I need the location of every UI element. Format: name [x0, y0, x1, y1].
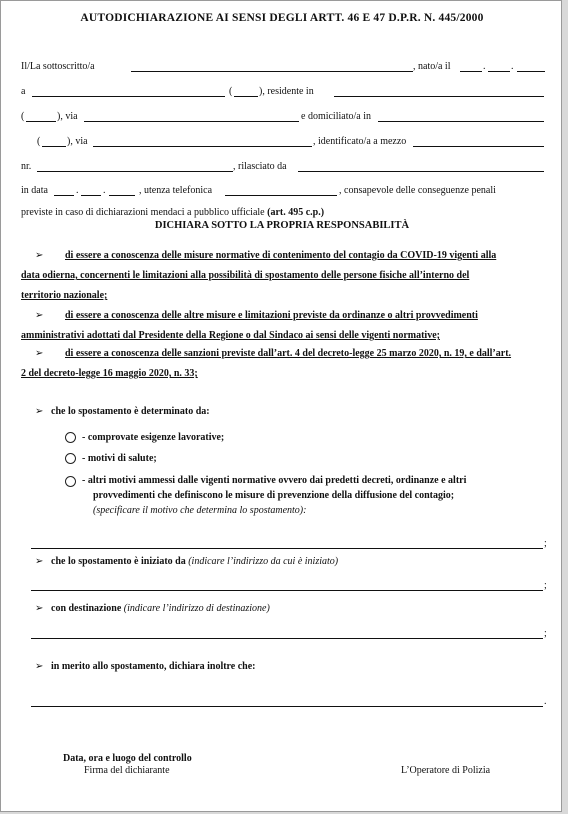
- birthplace-field[interactable]: [32, 96, 225, 97]
- additional-line-end: .: [544, 696, 547, 707]
- document-number-field[interactable]: [37, 171, 233, 172]
- in-data-label: in data: [21, 185, 48, 196]
- bullet-arrow-icon: ➢: [35, 406, 44, 417]
- declaration-3-line-1: di essere a conoscenza delle sanzioni previste dall’art. 4 del decreto-legge 25 marzo 2020, n. 19, e dall’art.: [65, 348, 512, 359]
- origin-address-field[interactable]: [31, 590, 543, 591]
- via-label-2: ), via: [67, 136, 88, 147]
- motive-line-end: ;: [544, 538, 547, 549]
- declaration-3-line-2: 2 del decreto-legge 16 maggio 2020, n. 33;: [21, 368, 198, 379]
- document-title: AUTODICHIARAZIONE AI SENSI DEGLI ARTT. 46 E 47 D.P.R. N. 445/2000: [80, 12, 484, 24]
- declaration-1-line-3: territorio nazionale;: [21, 290, 108, 301]
- merito-label: in merito allo spostamento, dichiara inoltre che:: [51, 661, 256, 672]
- data-ora-luogo-label: Data, ora e luogo del controllo: [63, 753, 192, 764]
- origin-line-end: ;: [544, 580, 547, 591]
- name-field[interactable]: [131, 71, 413, 72]
- previste-text: previste in caso di dichiarazioni mendaci a pubblico ufficiale (art. 495 c.p.): [21, 207, 325, 218]
- option-radio-altri-motivi[interactable]: [65, 476, 76, 487]
- residence-field[interactable]: [334, 96, 544, 97]
- residence-province-field[interactable]: [26, 121, 56, 122]
- bullet-arrow-icon: ➢: [35, 310, 44, 321]
- birth-month-field[interactable]: [488, 71, 510, 72]
- destination-line-end: ;: [544, 628, 547, 639]
- additional-declaration-field[interactable]: [31, 706, 543, 707]
- domiciliato-label: e domiciliato/a in: [301, 111, 371, 122]
- iniziato-label-row: che lo spostamento è iniziato da (indicare l’indirizzo da cui è iniziato): [51, 556, 339, 567]
- sottoscritto-label: Il/La sottoscritto/a: [21, 61, 95, 72]
- utenza-label: , utenza telefonica: [139, 185, 213, 196]
- issue-year-field[interactable]: [109, 195, 135, 196]
- form-page: AUTODICHIARAZIONE AI SENSI DEGLI ARTT. 46 E 47 D.P.R. N. 445/2000 Il/La sottoscritto/a , nato/a il . . a ( ), residente in ( ), via e domiciliato/a in ( ), via , identificato/a a mezzo nr. , rilasciato da in data . . , utenza telefonica , consapevole delle conseguenze penali previste in caso di dichiarazioni mendaci a pubblico ufficiale (art. 495 c.p.) DICHIARA SOTTO LA PROPRIA RESPONSABILITÀ ➢ di essere a conoscenza delle misure normative di contenimento del contagio da COVID-19 vigenti alla data odierna, concernenti le limitazioni alla possibilità di spostamento delle persone fisiche all’interno del territorio nazionale; ➢ di essere a conoscenza delle altre misure e limitazioni previste da ordinanze o altri provvedimenti amministrativi adottati dal Presidente della Regione o dal Sindaco ai sensi delle vigenti normative; ➢ di essere a conoscenza delle sanzioni previste dall’art. 4 del decreto-legge 25 marzo 2020, n. 19, e dall’art. 2 del decreto-legge 16 maggio 2020, n. 33; ➢ che lo spostamento è determinato da: - comprovate esigenze lavorative; - motivi di salute; - altri motivi ammessi dalle vigenti normative ovvero dai predetti decreti, ordinanze e altri provvedimenti che definiscono le misure di prevenzione della diffusione del contagio; (specificare il motivo che determina lo spostamento): ; ➢ che lo spostamento è iniziato da (indicare l’indirizzo da cui è iniziato) ; ➢ con destinazione (indicare l’indirizzo di destinazione) ; ➢ in merito allo spostamento, dichiara inoltre che: . Data, ora e luogo del controllo Firma del dichiarante L’Operatore di Polizia: [0, 0, 562, 812]
- bullet-arrow-icon: ➢: [35, 661, 44, 672]
- issue-day-field[interactable]: [54, 195, 74, 196]
- dichiara-heading: DICHIARA SOTTO LA PROPRIA RESPONSABILITÀ: [154, 220, 410, 231]
- birth-province-field[interactable]: [234, 96, 258, 97]
- via-label-1: ), via: [57, 111, 78, 122]
- declaration-1-line-1: di essere a conoscenza delle misure normative di contenimento del contagio da COVID-19 vigenti alla: [65, 250, 497, 261]
- domicile-street-field[interactable]: [93, 146, 312, 147]
- identificato-label: , identificato/a a mezzo: [313, 136, 407, 147]
- bullet-arrow-icon: ➢: [35, 250, 44, 261]
- issued-by-field[interactable]: [298, 171, 544, 172]
- option-label-salute: - motivi di salute;: [82, 453, 157, 464]
- motive-field[interactable]: [31, 548, 543, 549]
- birth-year-field[interactable]: [517, 71, 545, 72]
- domicile-field[interactable]: [378, 121, 544, 122]
- option-label-altri-motivi-line-2: provvedimenti che definiscono le misure di prevenzione della diffusione del contagio;: [93, 490, 455, 501]
- destinazione-label-row: con destinazione (indicare l’indirizzo di destinazione): [51, 603, 270, 614]
- operatore-polizia-label: L’Operatore di Polizia: [401, 765, 491, 776]
- option-label-lavoro: - comprovate esigenze lavorative;: [82, 432, 225, 443]
- option-note: (specificare il motivo che determina lo spostamento):: [93, 505, 307, 516]
- bullet-arrow-icon: ➢: [35, 603, 44, 614]
- nato-label: , nato/a il: [413, 61, 451, 72]
- rilasciato-label: , rilasciato da: [233, 161, 287, 172]
- spostamento-intro: che lo spostamento è determinato da:: [51, 406, 210, 417]
- identification-document-field[interactable]: [413, 146, 544, 147]
- declaration-1-line-2: data odierna, concernenti le limitazioni alla possibilità di spostamento delle persone fisiche all’interno del: [21, 270, 470, 281]
- declaration-2-line-1: di essere a conoscenza delle altre misure e limitazioni previste da ordinanze o altri provvedimenti: [65, 310, 478, 321]
- phone-field[interactable]: [225, 195, 337, 196]
- a-label: a: [21, 86, 26, 97]
- nr-label: nr.: [21, 161, 32, 172]
- bullet-arrow-icon: ➢: [35, 556, 44, 567]
- birth-day-field[interactable]: [460, 71, 482, 72]
- residence-street-field[interactable]: [84, 121, 299, 122]
- consapevole-label: , consapevole delle conseguenze penali: [339, 185, 496, 196]
- declaration-2-line-2: amministrativi adottati dal Presidente della Regione o dal Sindaco ai sensi delle vigenti normative;: [21, 330, 440, 341]
- domicile-province-field[interactable]: [42, 146, 66, 147]
- option-radio-salute[interactable]: [65, 453, 76, 464]
- issue-month-field[interactable]: [81, 195, 101, 196]
- firma-dichiarante-label: Firma del dichiarante: [84, 765, 170, 776]
- bullet-arrow-icon: ➢: [35, 348, 44, 359]
- residente-label: ), residente in: [259, 86, 314, 97]
- option-radio-lavoro[interactable]: [65, 432, 76, 443]
- option-label-altri-motivi: - altri motivi ammessi dalle vigenti normative ovvero dai predetti decreti, ordinanze e altri: [82, 475, 467, 486]
- destination-address-field[interactable]: [31, 638, 543, 639]
